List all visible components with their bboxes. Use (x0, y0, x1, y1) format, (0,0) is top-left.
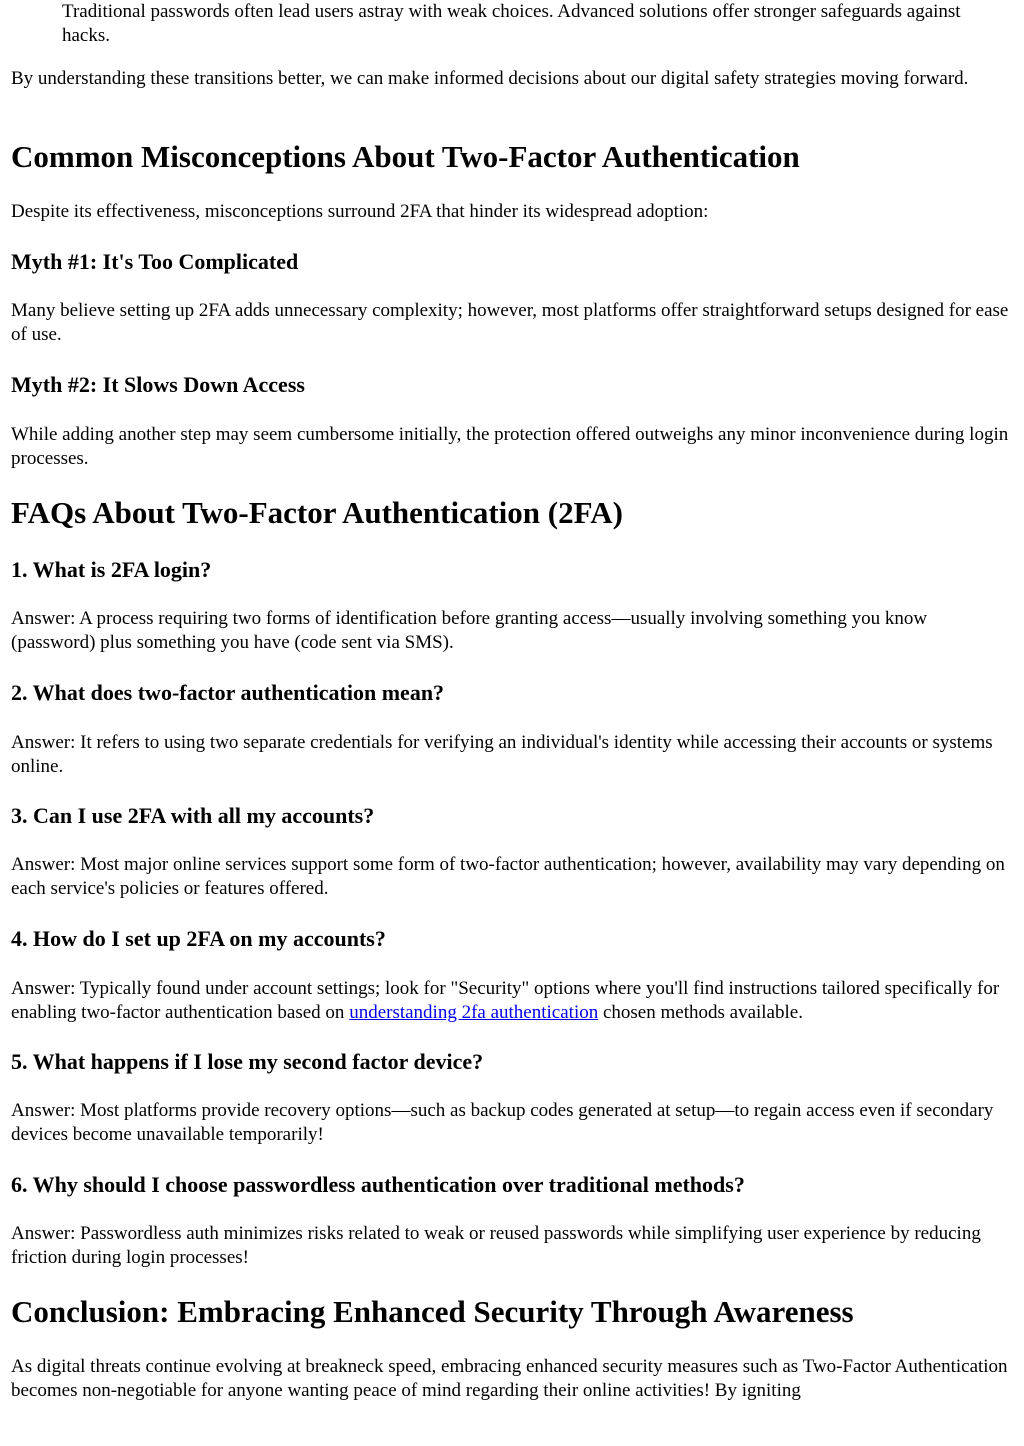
faq-4-question: 4. How do I set up 2FA on my accounts? (11, 926, 386, 951)
faq-4-answer-end: chosen methods available. (598, 1001, 803, 1023)
faq-4-answer (11, 977, 1011, 1024)
faq-2-answer: Answer: It refers to using two separate credentials for verifying an individual's identity while accessing their accounts or systems online. (11, 732, 993, 777)
faq-3-answer: Answer: Most major online services support some form of two-factor authentication; however, availability may vary depending on each service's policies or features offered. (11, 854, 1005, 899)
misconceptions-heading: Common Misconceptions About Two-Factor Authentication (11, 139, 800, 174)
faq-6-answer: Answer: Passwordless auth minimizes risks related to weak or reused passwords while simplifying user experience by reducing friction during login processes! (11, 1223, 981, 1268)
conclusion-heading: Conclusion: Embracing Enhanced Security Through Awareness (11, 1294, 854, 1329)
faqs-heading: FAQs About Two-Factor Authentication (2FA) (11, 495, 623, 530)
faq-3-question: 3. Can I use 2FA with all my accounts? (11, 803, 375, 828)
misconceptions-intro: Despite its effectiveness, misconceptions surround 2FA that hinder its widespread adoption: (11, 201, 709, 222)
faq-1-answer: Answer: A process requiring two forms of identification before granting access—usually involving something you know (password) plus something you have (code sent via SMS). (11, 608, 928, 653)
myth-1-text: Many believe setting up 2FA adds unnecessary complexity; however, most platforms offer straightforward setups designed for ease of use. (11, 300, 1009, 345)
faq-2-question: 2. What does two-factor authentication mean? (11, 680, 445, 705)
myth-2-text: While adding another step may seem cumbersome initially, the protection offered outweighs any minor inconvenience during login processes. (11, 424, 1009, 469)
intro-indented-paragraph: Traditional passwords often lead users astray with weak choices. Advanced solutions offer stronger safeguards against hacks. (62, 1, 961, 46)
understanding-2fa-authentication-link[interactable]: understanding 2fa authentication (349, 1001, 599, 1023)
intro-paragraph: By understanding these transitions better, we can make informed decisions about our digital safety strategies moving forward. (11, 68, 969, 89)
faq-6-question: 6. Why should I choose passwordless authentication over traditional methods? (11, 1172, 745, 1197)
myth-1-heading: Myth #1: It's Too Complicated (11, 249, 299, 274)
faq-1-question: 1. What is 2FA login? (11, 557, 212, 582)
faq-5-question: 5. What happens if I lose my second factor device? (11, 1049, 484, 1074)
faq-4-answer-start: Answer: Typically found under account settings; look for "Security" options where you'll find instructions tailored specifically for enabling two-factor authentication based on (11, 978, 1000, 1023)
myth-2-heading: Myth #2: It Slows Down Access (11, 372, 305, 397)
conclusion-text: As digital threats continue evolving at breakneck speed, embracing enhanced security measures such as Two-Factor Authentication becomes non-negotiable for anyone wanting peace of mind regarding their online activities! By igniting (11, 1356, 1008, 1401)
faq-5-answer: Answer: Most platforms provide recovery options—such as backup codes generated at setup—to regain access even if secondary devices become unavailable temporarily! (11, 1100, 994, 1145)
